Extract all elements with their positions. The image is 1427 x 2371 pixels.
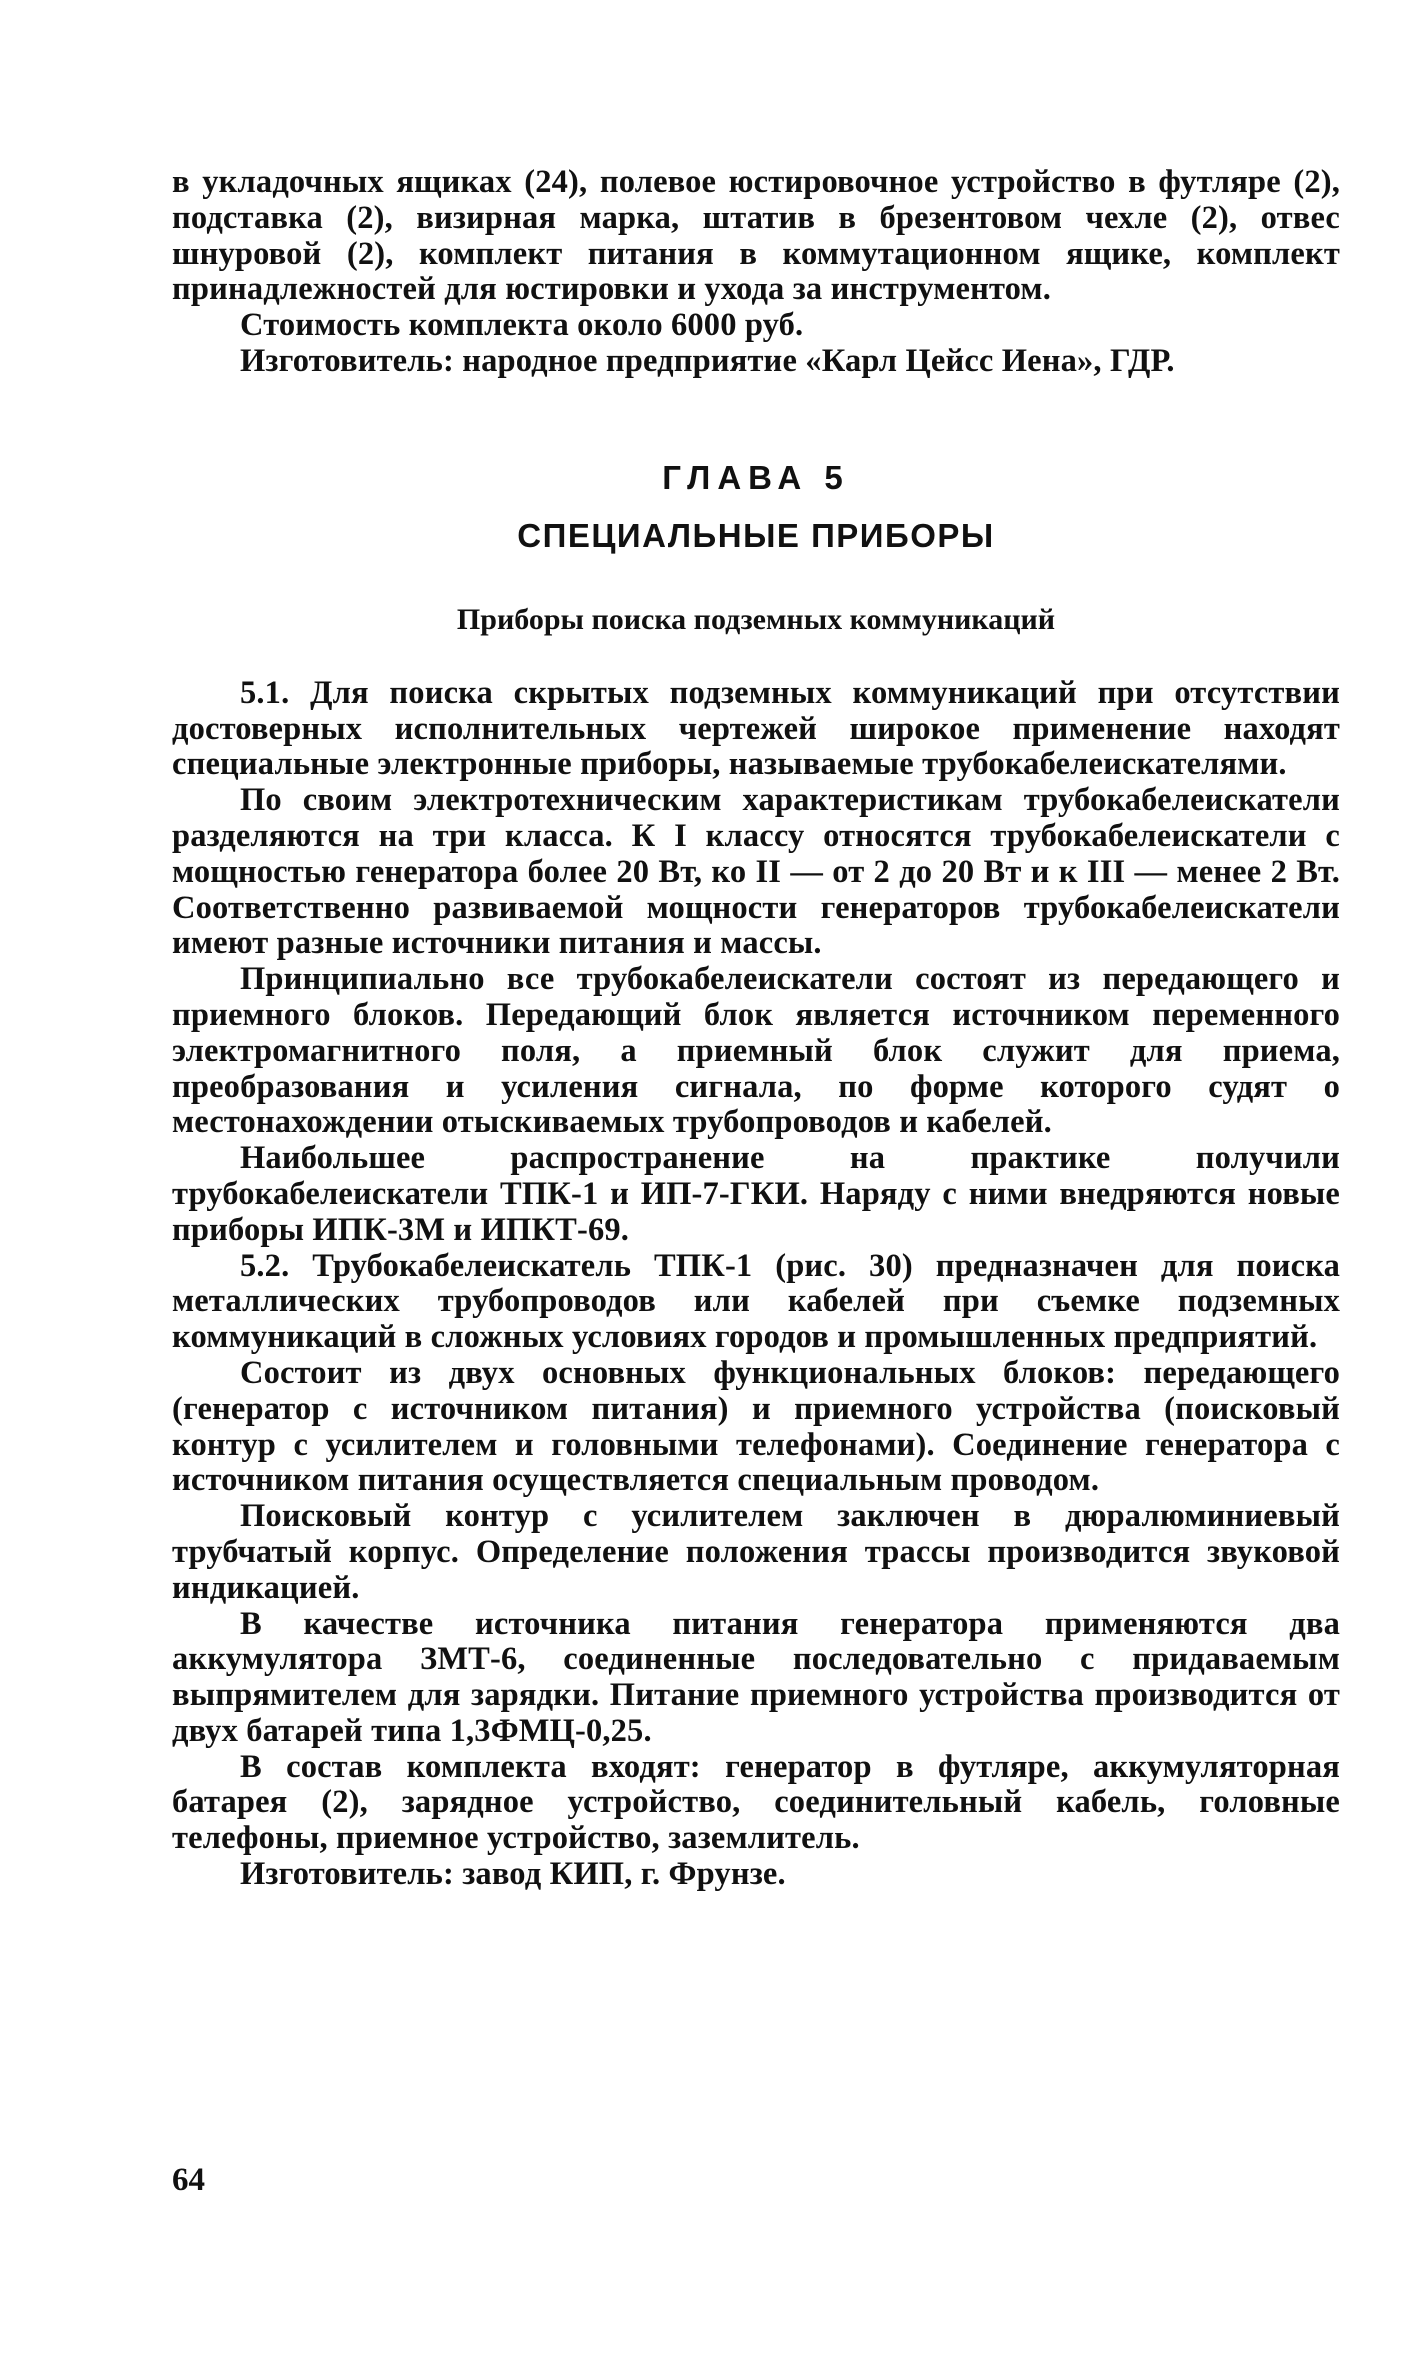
chapter-title: СПЕЦИАЛЬНЫЕ ПРИБОРЫ — [517, 516, 995, 554]
section-title: Приборы поиска подземных коммуникаций — [456, 602, 1056, 636]
body-paragraph: 5.1. Для поиска скрытых подземных коммуникаций при отсутствии достоверных исполнительных чертежей широкое применение находят специальные электронные приборы, называемые трубокабелеискателями. — [172, 674, 1340, 783]
body-paragraph: Поисковый контур с усилителем заключен в дюралюминиевый трубчатый корпус. Определение положения трассы производится звуковой индикацией. — [172, 1498, 1340, 1606]
body-paragraph: По своим электротехническим характеристикам трубокабелеискатели разделяются на три класса. К I классу относятся трубокабелеискатели с мощностью генератора более 20 Вт, ко II — от 2 до 20 Вт и к III — менее 2 Вт. Соответственно развиваемой мощности генераторов трубокабелеискатели имеют разные источники питания и массы. — [172, 782, 1340, 962]
body-paragraph: Состоит из двух основных функциональных блоков: передающего (генератор с источником питания) и приемного устройства (поисковый контур с усилителем и головными телефонами). Соединение генератора с источником питания осуществляется специальным проводом. — [172, 1354, 1340, 1499]
intro-paragraph-continued: в укладочных ящиках (24), полевое юстировочное устройство в футляре (2), подставка (2), визирная марка, штатив в брезентовом чехле (2), отвес шнуровой (2), комплект питания в коммутационном ящике, комплект принадлежностей для юстировки и ухода за инструментом. — [172, 164, 1340, 308]
body-paragraph: Изготовитель: завод КИП, г. Фрунзе. — [240, 1856, 786, 1893]
intro-paragraph-cost: Стоимость комплекта около 6000 руб. — [240, 307, 804, 344]
body-paragraph: В состав комплекта входят: генератор в футляре, аккумуляторная батарея (2), зарядное устройство, соединительный кабель, головные телефоны, приемное устройство, заземлитель. — [172, 1748, 1340, 1857]
chapter-number: ГЛАВА 5 — [662, 458, 850, 496]
intro-paragraph-manufacturer: Изготовитель: народное предприятие «Карл Цейсс Иена», ГДР. — [240, 342, 1175, 379]
document-page — [172, 165, 1340, 1893]
body-paragraph: 5.2. Трубокабелеискатель ТПК-1 (рис. 30) предназначен для поиска металлических трубопроводов или кабелей при съемке подземных коммуникаций в сложных условиях городов и промышленных предприятий. — [172, 1247, 1340, 1356]
body-paragraph: Наибольшее распространение на практике получили трубокабелеискатели ТПК-1 и ИП-7-ГКИ. Наряду с ними внедряются новые приборы ИПК-3М и ИПКТ-69. — [172, 1140, 1340, 1248]
page-number: 64 — [172, 2162, 205, 2198]
body-paragraph: Принципиально все трубокабелеискатели состоят из передающего и приемного блоков. Передающий блок является источником переменного электромагнитного поля, а приемный блок служит для приема, преобразования и усиления сигнала, по форме которого судят о местонахождении отыскиваемых трубопроводов и кабелей. — [172, 961, 1340, 1141]
body-paragraph: В качестве источника питания генератора применяются два аккумулятора ЗМТ-6, соединенные последовательно с придаваемым выпрямителем для зарядки. Питание приемного устройства производится от двух батарей типа 1,3ФМЦ-0,25. — [172, 1605, 1340, 1749]
